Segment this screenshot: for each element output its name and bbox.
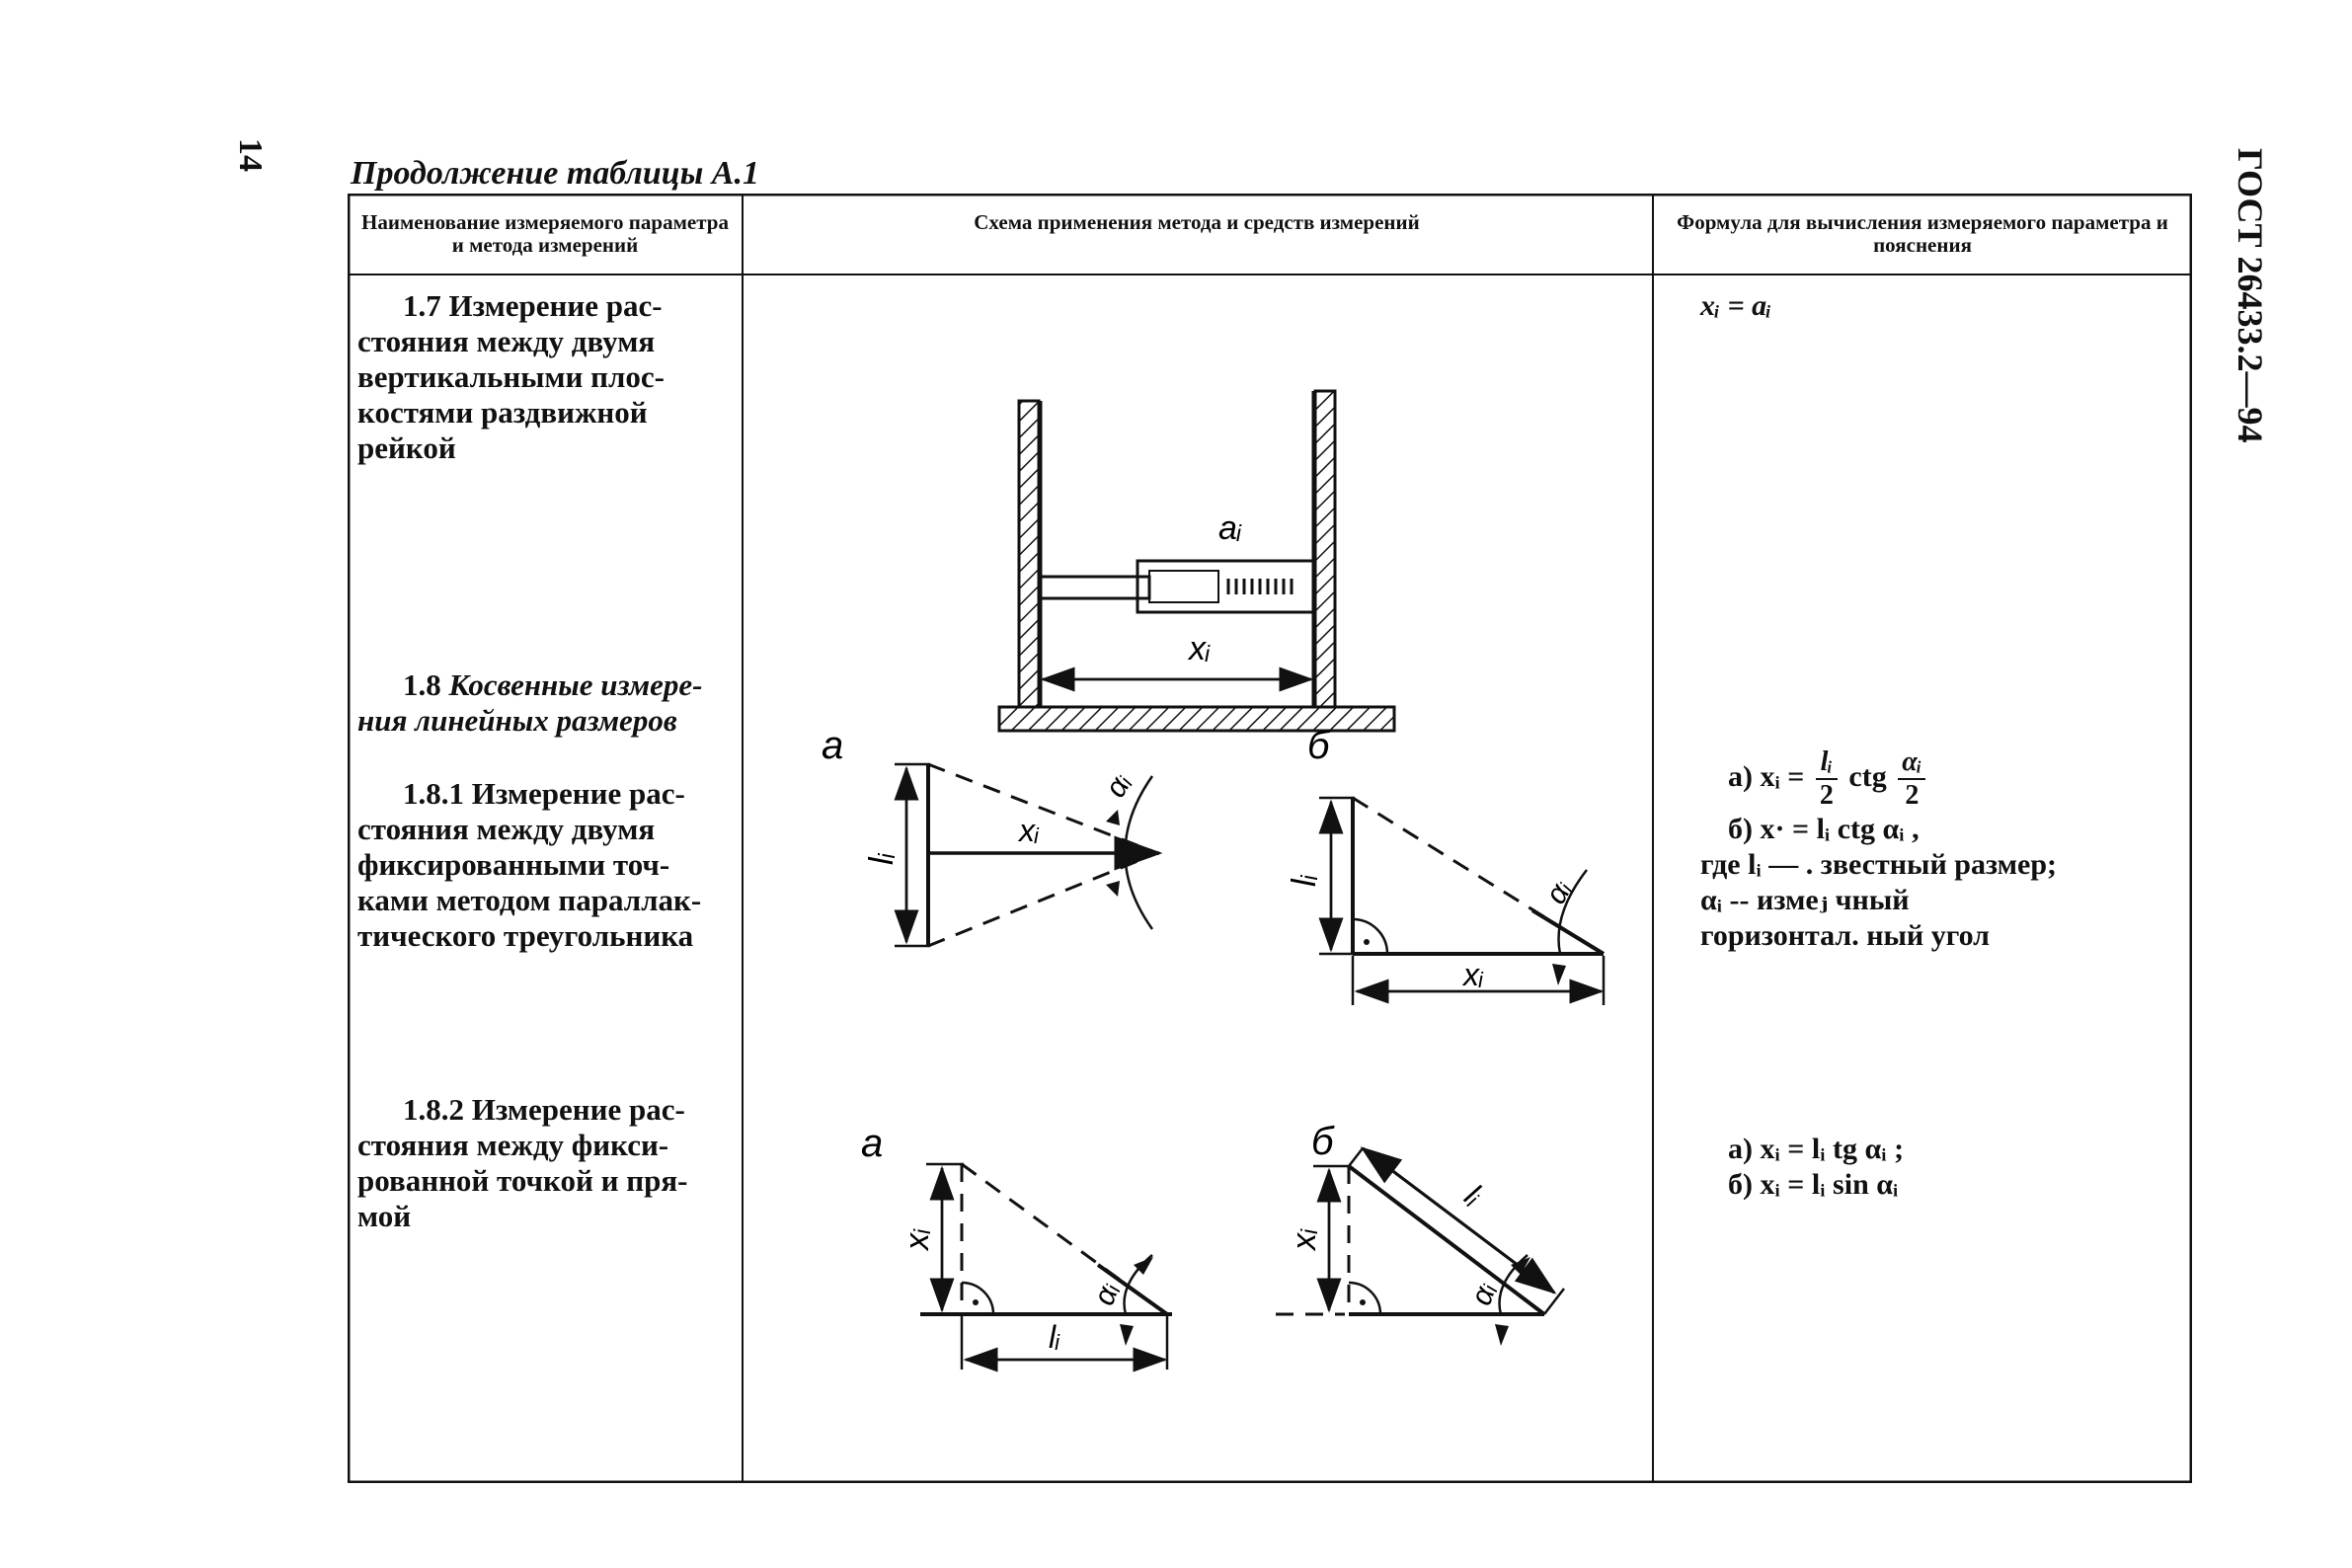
note-2: αᵢ -- измеⱼ чный [1700,884,1910,916]
label-x: xᵢ [899,1228,936,1250]
label-x: xᵢ [1189,630,1211,667]
row-1-8-1-title: 1.8.1 Измерение рас- стояния между двумя фиксированными точ- ками методом параллак- тического треугольника [357,776,702,953]
row-1-8-2-formula [1728,1132,2172,1203]
fig-label-b: б [1307,727,1330,767]
label-alpha: αᵢ [1464,1279,1503,1310]
table-frame [348,194,2192,1483]
table-caption: Продолжение таблицы А.1 [351,155,759,192]
label-alpha: αᵢ [1539,875,1579,910]
label-l: lᵢ [1286,875,1323,887]
formula-b: б) x· = lᵢ ctg αᵢ , [1728,813,1920,845]
row-1-8-1-formula [1700,746,2174,954]
row-1-7-formula: xᵢ = aᵢ [1700,289,1772,322]
fig-label-a: а [861,1122,884,1165]
page-number: 14 [232,138,269,172]
header-parameter: Наименование измеряемого параметра и метода измерений [361,210,729,257]
note-3: горизонтал. ный угол [1700,919,1991,952]
row-1-8-2-title: 1.8.2 Измерение рас- стояния между фикси- рованной точкой и пря- мой [357,1092,688,1233]
note-1: где lᵢ — . звестный размер; [1700,848,2057,881]
row-1-7-title: 1.7 Измерение рас- стояния между двумя вертикальными плос- костями раздвижной рейкой [357,288,665,465]
formula-b: б) xᵢ = lᵢ sin αᵢ [1728,1168,1899,1201]
fig-label-b: б [1311,1120,1334,1163]
fig-label-a: а [822,727,844,767]
header-scheme: Схема применения метода и средств измерений [974,210,1420,234]
diagram-parallactic-b [1216,727,1631,1013]
label-l: lᵢ [1457,1177,1489,1213]
diagram-parallactic-a [812,727,1226,954]
diagram-fixed-point-b [1197,1117,1611,1413]
label-l: lᵢ [1049,1319,1060,1355]
label-x: xᵢ [1463,957,1483,992]
label-a: aᵢ [1218,510,1242,547]
standard-code: ГОСТ 26433.2—94 [2231,148,2270,443]
label-x: xᵢ [1286,1228,1323,1250]
label-x: xᵢ [1019,813,1039,848]
header-formula: Формула для вычисления измеряемого параметра и пояснения [1677,210,2168,257]
formula-a: а) xᵢ = $\frac{\text{lᵢ}}{2}$ ctg $\frac{\text{αᵢ}}{2}$ [1700,746,2174,812]
diagram-fixed-point-a [831,1117,1207,1413]
label-l: lᵢ [863,853,901,865]
row-1-8-title: 1.8 Косвенные измере- ния линейных размеров [357,667,703,738]
formula-a: а) xᵢ = lᵢ tg αᵢ ; [1728,1133,1905,1165]
label-alpha: αᵢ [1099,768,1138,804]
label-alpha: αᵢ [1087,1279,1126,1310]
